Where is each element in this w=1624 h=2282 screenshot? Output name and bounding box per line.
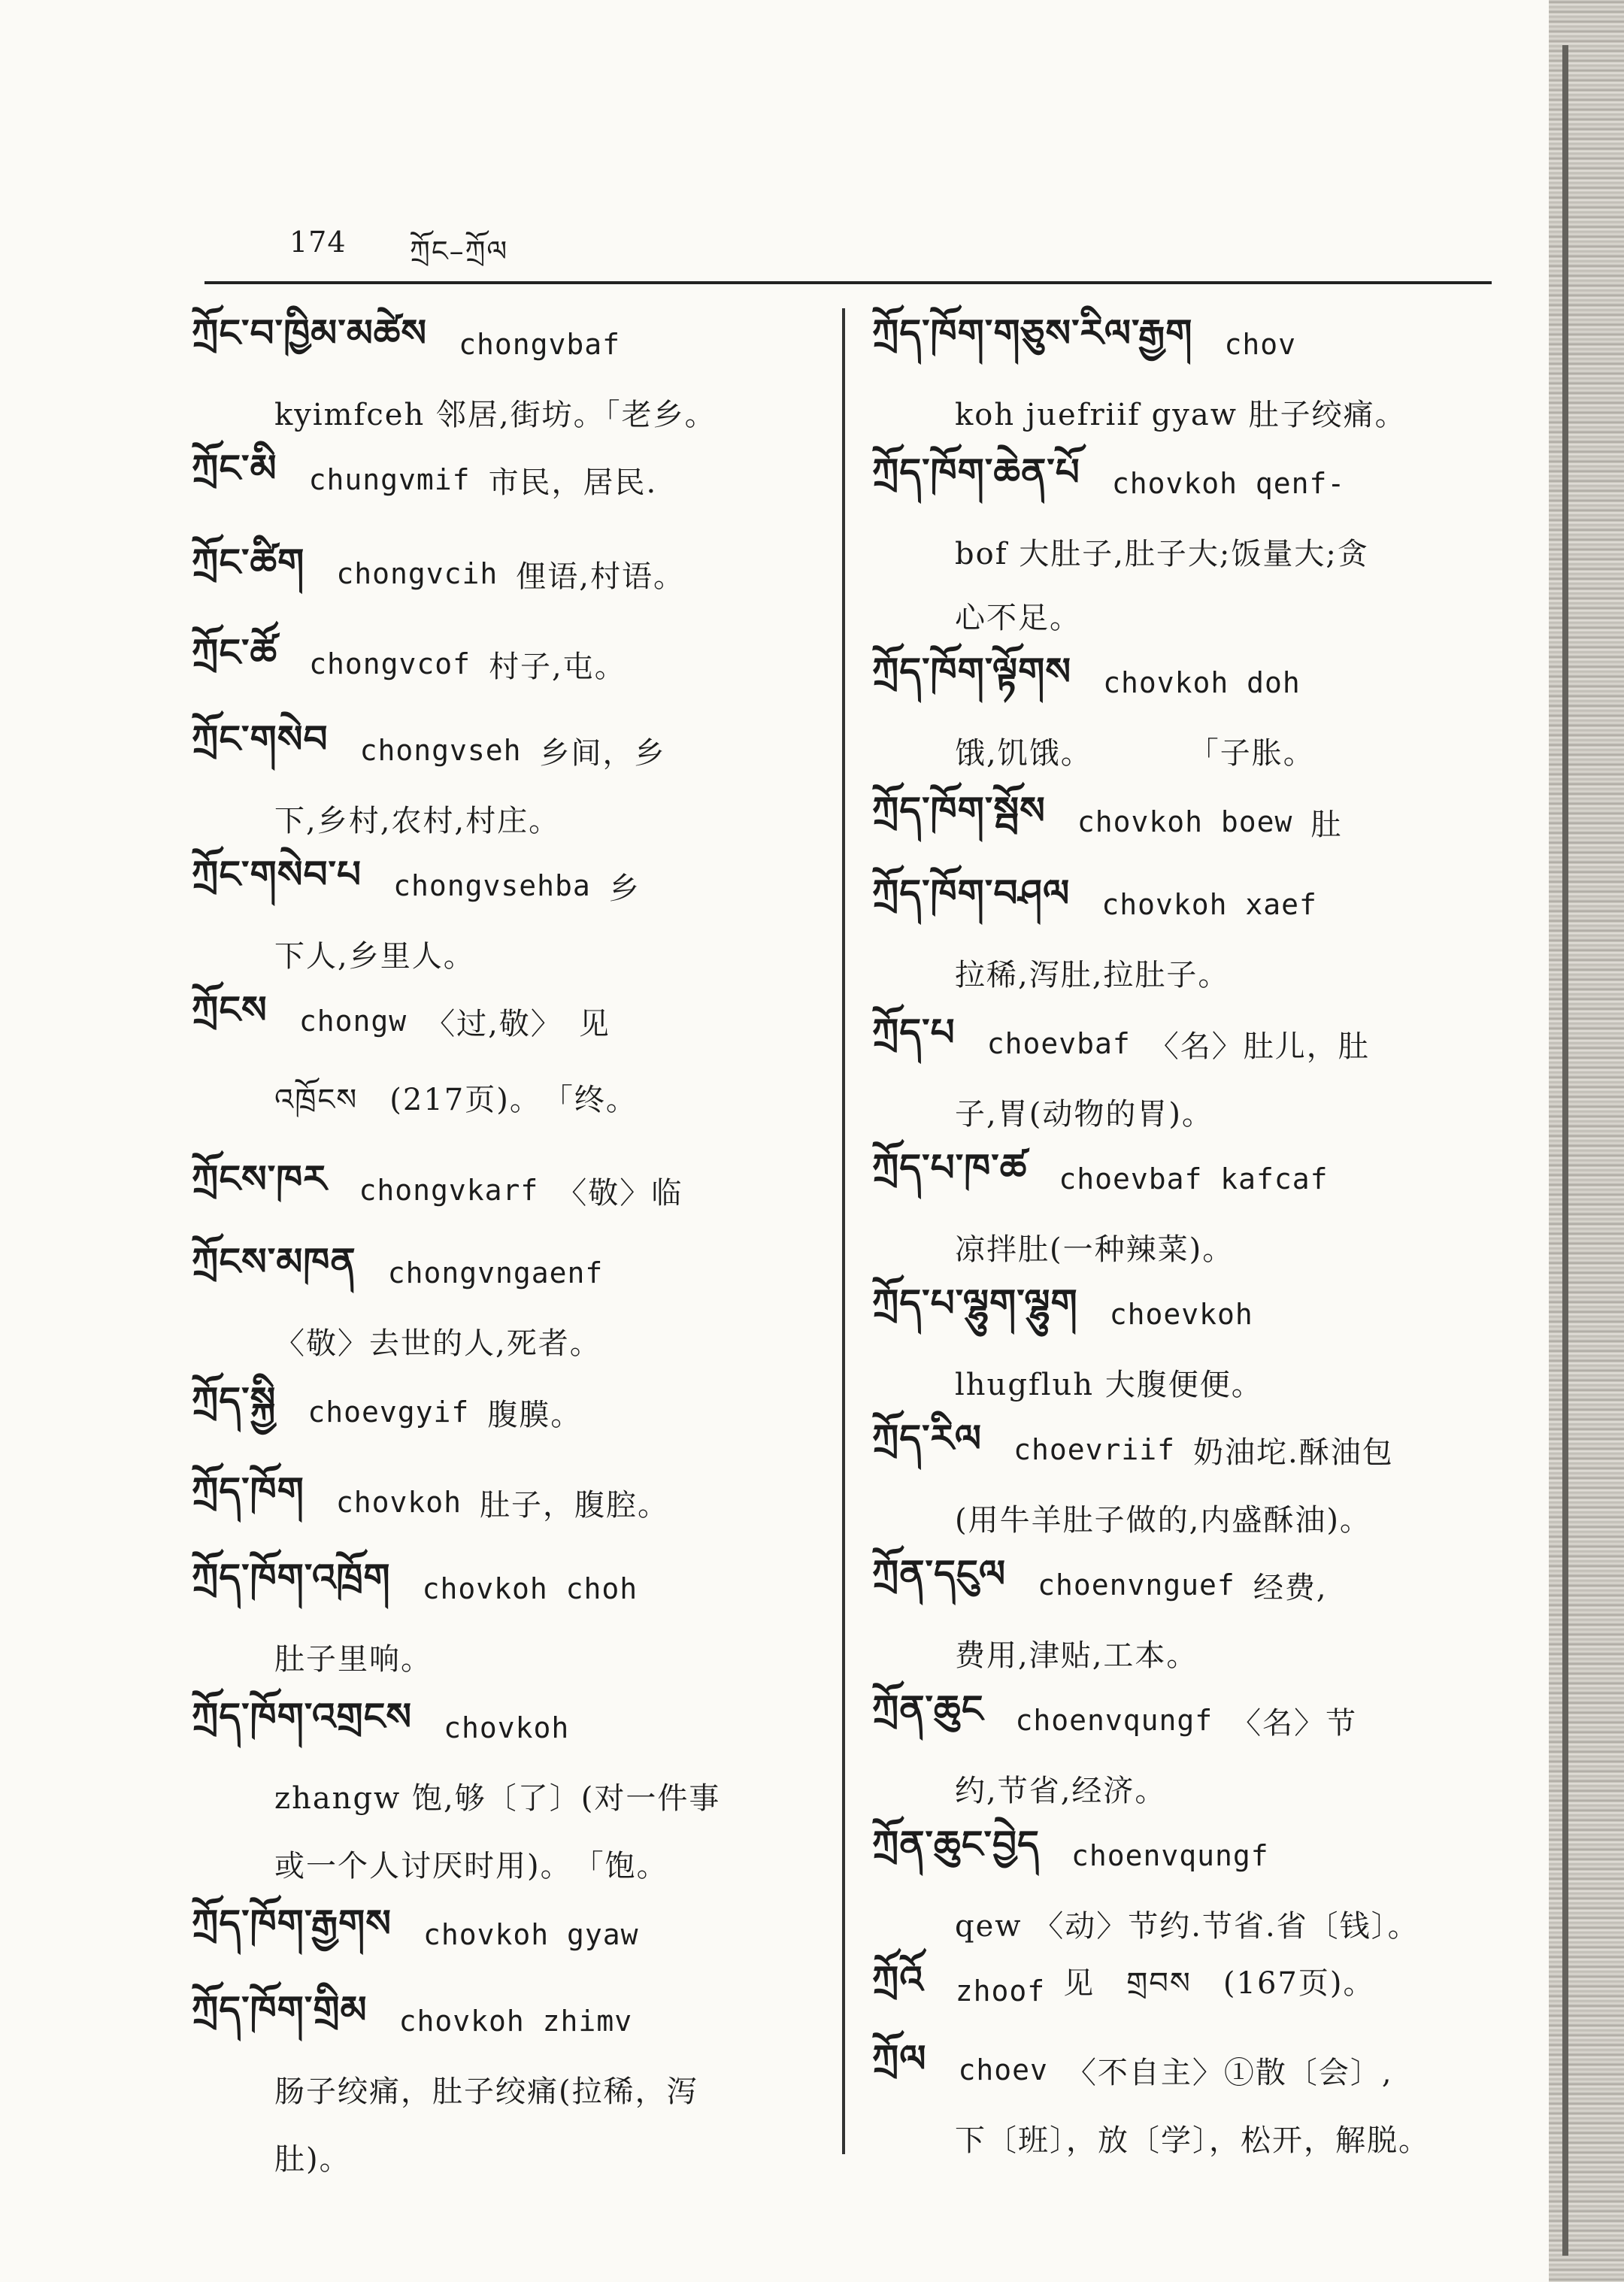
entry-continuation: 〈敬〉去世的人,死者。: [274, 1326, 601, 1361]
entry-line: ཀྲོན་དངུལ choenvnguef 经费,: [872, 1552, 1328, 1605]
entry-line: ཀྲོང་གསེབ་པ chongvsehba 乡: [192, 853, 641, 906]
page-number: 174: [289, 226, 347, 259]
entry-continuation: 约,节省,经济。: [955, 1773, 1167, 1808]
entry-line: ཀྲོད་ཁོག་རྒྱགས chovkoh gyaw: [192, 1902, 639, 1951]
entry-continuation: 子,胃(动物的胃)。: [955, 1096, 1213, 1132]
entry-continuation: འཁྲོངས (217页)。 「终。: [274, 1082, 638, 1117]
entry-line: ཀྲོད་ཁོག་ཆེན་པོ chovkoh qenf-: [872, 450, 1346, 500]
entry-line: ཀྲོང་མི chungvmif 市民，居民.: [192, 447, 658, 500]
entry-continuation: 饿,饥饿。 「子胀。: [955, 735, 1315, 771]
running-head: ཀྲོང–ཀྲོལ: [410, 235, 509, 268]
entry-continuation: kyimfceh 邻居,街坊。「老乡。: [274, 397, 717, 432]
entry-line: ཀྲོང་གསེབ chongvseh 乡间，乡: [192, 717, 666, 771]
entry-continuation: (用牛羊肚子做的,内盛酥油)。: [955, 1502, 1371, 1538]
entry-line: ཀྲོད་ཁོག་འགྲངས chovkoh: [192, 1695, 570, 1744]
entry-continuation: qew 〈动〉节约.节省.省〔钱〕。: [955, 1908, 1419, 1944]
entry-line: ཀྲོང་ཚོ chongvcof 村子,屯。: [192, 631, 626, 684]
entry-line: ཀྲོད་རིལ choevriif 奶油坨.酥油包: [872, 1417, 1394, 1470]
entry-continuation: bof 大肚子,肚子大;饭量大;贪: [955, 536, 1369, 571]
entry-continuation: 费用,津贴,工本。: [955, 1638, 1198, 1673]
entry-continuation: 肠子绞痛，肚子绞痛(拉稀，泻: [274, 2074, 698, 2109]
entry-continuation: 心不足。: [955, 600, 1081, 635]
entry-line: ཀྲོངས chongw 〈过,敬〉 见: [192, 988, 611, 1041]
entry-line: ཀྲོང་ཚིག chongvcih 俚语,村语。: [192, 541, 685, 594]
entry-line: ཀྲོན་ཆུང་བྱེད choenvqungf: [872, 1823, 1269, 1872]
column-divider: [842, 308, 845, 2154]
entry-line: ཀྲོངས་ཁར chongvkarf 〈敬〉临: [192, 1157, 683, 1211]
entry-continuation: 肚子里响。: [274, 1641, 432, 1677]
entry-line: ཀྲོད་ཁོག་སྦོས chovkoh boew 肚: [872, 789, 1343, 842]
entry-continuation: 或一个人讨厌时用)。 「饱。: [274, 1848, 668, 1883]
entry-continuation: 拉稀,泻肚,拉肚子。: [955, 957, 1230, 993]
header-rule: [205, 281, 1492, 284]
entry-line: ཀྲོད་ཁོག་འཁྲོག chovkoh choh: [192, 1556, 638, 1605]
entry-continuation: 肚)。: [274, 2141, 351, 2177]
entry-continuation: lhugfluh 大腹便便。: [955, 1367, 1263, 1402]
entry-line: ཀྲོད་པ་ལྷུག་ལྷུག choevkoh: [872, 1281, 1253, 1331]
scanned-page-edge: [1549, 0, 1624, 2282]
entry-line: ཀྲོད་ཁོག་བཤལ chovkoh xaef: [872, 871, 1317, 921]
entry-continuation: 下〔班〕，放〔学〕，松开，解脱。: [955, 2123, 1430, 2158]
entry-continuation: 下人,乡里人。: [274, 938, 475, 974]
entry-continuation: 凉拌肚(一种辣菜)。: [955, 1232, 1235, 1267]
entry-line: ཀྲོད་ཁོག་གཅུས་རིལ་རྒྱག chov: [872, 311, 1296, 361]
entry-continuation: koh juefriif gyaw 肚子绞痛。: [955, 397, 1407, 432]
entry-line: ཀྲོད་ཁོག་ལྟོགས chovkoh doh: [872, 650, 1301, 699]
entry-line: ཀྲོལ choev 〈不自主〉①散〔会〕,: [872, 2037, 1393, 2090]
entry-line: ཀྲོའོ zhoof 见 གྲབས (167页)。: [872, 1958, 1375, 2008]
entry-line: ཀྲོན་ཆུང choenvqungf 〈名〉节: [872, 1687, 1358, 1741]
entry-line: ཀྲོད་ཁོག་གྲིམ chovkoh zhimv: [192, 1988, 633, 2038]
entry-line: ཀྲོད་པ་ཁ་ཚ choevbaf kafcaf: [872, 1146, 1329, 1196]
entry-line: ཀྲོད་སྐྱི choevgyif 腹膜。: [192, 1379, 583, 1432]
entry-line: ཀྲོད་ཁོག chovkoh 肚子，腹腔。: [192, 1469, 670, 1523]
entry-continuation: 下,乡村,农村,村庄。: [274, 803, 561, 838]
entry-line: ཀྲོང་བ་ཁྱིམ་མཚེས chongvbaf: [192, 311, 621, 361]
entry-line: ཀྲོད་པ choevbaf 〈名〉肚儿，肚: [872, 1011, 1370, 1064]
entry-continuation: zhangw 饱,够〔了〕(对一件事: [274, 1780, 721, 1816]
entry-line: ཀྲོངས་མཁན chongvngaenf: [192, 1240, 604, 1289]
